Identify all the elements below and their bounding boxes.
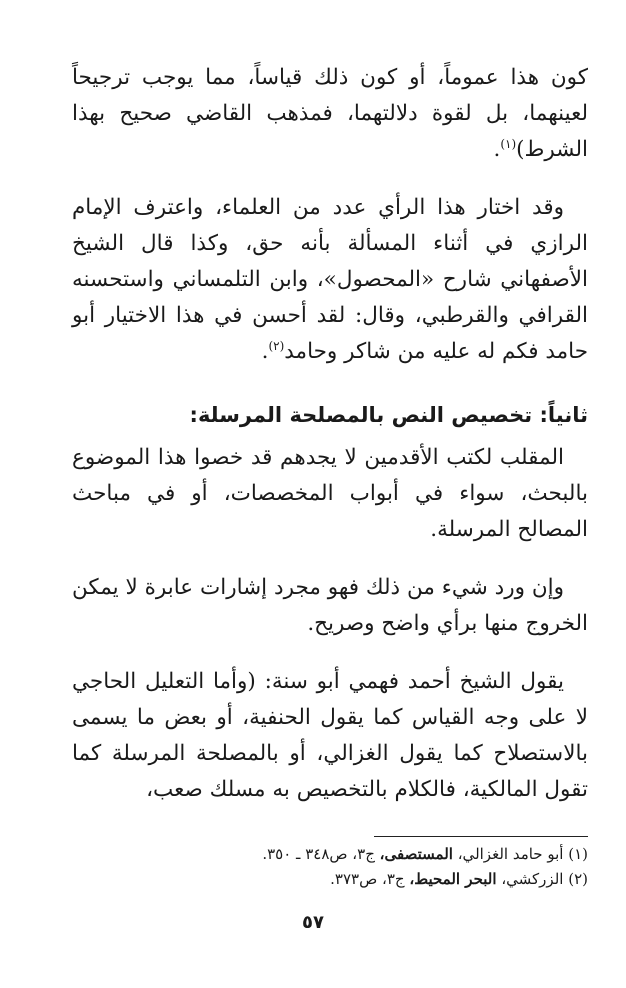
paragraph-1-end: . [493, 137, 501, 162]
footnote-divider [374, 836, 588, 837]
page-number: ٥٧ [302, 912, 324, 933]
footnote-1-author: أبو حامد الغزالي، [457, 845, 564, 863]
paragraph-2-end: . [261, 339, 269, 364]
paragraph-1-text: كون هذا عموماً، أو كون ذلك قياساً، مما يوجب ترجيحاً لعينهما، بل لقوة دلالتهما، فمذهب القاضي صحيح بهذا الشرط) [72, 65, 588, 162]
paragraph-2 [72, 190, 588, 370]
section-heading: ثانياً: تخصيص النص بالمصلحة المرسلة: [189, 403, 588, 427]
footnote-1-ref: ج٣، ص٣٤٨ ـ ٣٥٠. [262, 845, 375, 863]
paragraph-2-text: وقد اختار هذا الرأي عدد من العلماء، واعترف الإمام الرازي في أثناء المسألة بأنه حق، وكذا قال الشيخ الأصفهاني شارح «المحصول»، وابن التلمساني واستحسنه القرافي والقرطبي، وقال: لقد أحسن في هذا الاختيار أبو حامد فكم له عليه من شاكر وحامد [72, 195, 588, 364]
footnote-2 [72, 867, 588, 892]
paragraph-3: المقلب لكتب الأقدمين لا يجدهم قد خصوا هذا الموضوع بالبحث، سواء في أبواب المخصصات، أو في مباحث المصالح المرسلة. [72, 445, 588, 542]
footnote-ref-1[interactable]: (١) [500, 136, 517, 151]
footnote-2-book: البحر المحيط، [409, 870, 497, 888]
footnote-1-num: (١) [568, 845, 588, 863]
paragraph-4: وإن ورد شيء من ذلك فهو مجرد إشارات عابرة لا يمكن الخروج منها برأي واضح وصريح. [72, 575, 588, 636]
footnote-ref-2[interactable]: (٢) [268, 338, 285, 353]
footnote-1 [72, 842, 588, 867]
footnote-2-author: الزركشي، [501, 870, 564, 888]
footnote-2-ref: ج٣، ص٣٧٣. [330, 870, 405, 888]
page-body [72, 60, 588, 830]
footnotes [72, 842, 588, 892]
paragraph-5: يقول الشيخ أحمد فهمي أبو سنة: (وأما التعليل الحاجي لا على وجه القياس كما يقول الحنفية، أو بعض ما يسمى بالاستصلاح كما يقول الغزالي، أو بالمصلحة المرسلة كما تقول المالكية، فالكلام بالتخصيص به مسلك صعب، [72, 669, 588, 802]
footnote-2-num: (٢) [568, 870, 588, 888]
footnote-1-book: المستصفى، [379, 845, 453, 863]
paragraph-1 [72, 60, 588, 168]
